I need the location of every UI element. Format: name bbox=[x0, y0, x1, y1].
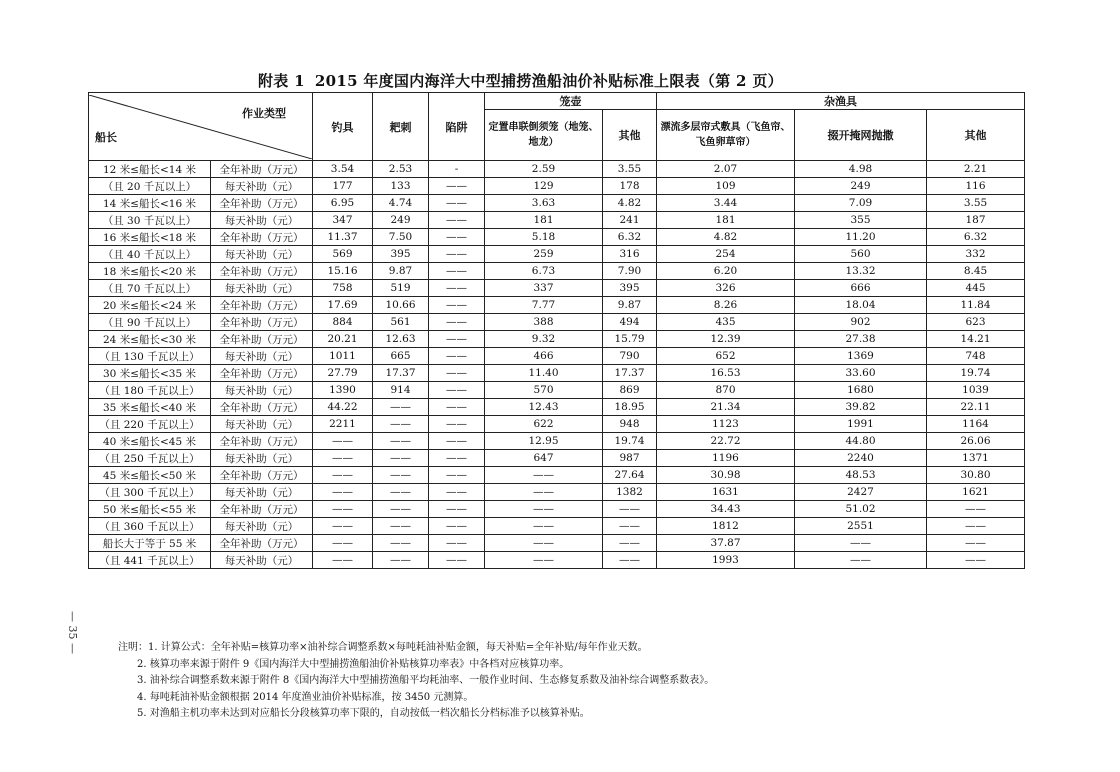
col-header-6: 掇开掩网抛撒 bbox=[795, 110, 927, 161]
value-cell: —— bbox=[429, 552, 485, 569]
value-cell: 4.82 bbox=[657, 229, 795, 246]
value-cell: 1993 bbox=[657, 552, 795, 569]
document-title bbox=[258, 70, 898, 91]
value-cell: —— bbox=[927, 501, 1025, 518]
value-cell: 6.73 bbox=[485, 263, 603, 280]
table-row bbox=[89, 552, 1025, 569]
value-cell: —— bbox=[429, 348, 485, 365]
col-header-4: 其他 bbox=[603, 110, 657, 161]
vessel-length-cell: （且 300 千瓦以上） bbox=[89, 484, 211, 501]
value-cell: —— bbox=[603, 552, 657, 569]
subsidy-item-cell: 全年补助（万元） bbox=[211, 467, 313, 484]
value-cell: —— bbox=[429, 501, 485, 518]
value-cell: 1164 bbox=[927, 416, 1025, 433]
value-cell: 1631 bbox=[657, 484, 795, 501]
value-cell: 6.95 bbox=[313, 195, 373, 212]
value-cell: 3.63 bbox=[485, 195, 603, 212]
subsidy-item-cell: 全年补助（万元） bbox=[211, 501, 313, 518]
value-cell: 1123 bbox=[657, 416, 795, 433]
value-cell: —— bbox=[429, 365, 485, 382]
value-cell: 187 bbox=[927, 212, 1025, 229]
value-cell: 560 bbox=[795, 246, 927, 263]
value-cell: 249 bbox=[373, 212, 429, 229]
value-cell: —— bbox=[603, 535, 657, 552]
value-cell: 181 bbox=[485, 212, 603, 229]
value-cell: 902 bbox=[795, 314, 927, 331]
value-cell: —— bbox=[429, 280, 485, 297]
value-cell: —— bbox=[373, 450, 429, 467]
value-cell: —— bbox=[429, 297, 485, 314]
value-cell: 758 bbox=[313, 280, 373, 297]
value-cell: 326 bbox=[657, 280, 795, 297]
value-cell: —— bbox=[429, 246, 485, 263]
value-cell: —— bbox=[485, 518, 603, 535]
value-cell: 355 bbox=[795, 212, 927, 229]
subsidy-item-cell: 全年补助（万元） bbox=[211, 535, 313, 552]
vessel-length-cell: 45 米≤船长<50 米 bbox=[89, 467, 211, 484]
value-cell: 494 bbox=[603, 314, 657, 331]
subsidy-item-cell: 每天补助（元） bbox=[211, 416, 313, 433]
value-cell: 48.53 bbox=[795, 467, 927, 484]
vessel-length-cell: （且 70 千瓦以上） bbox=[89, 280, 211, 297]
note-line: 2. 核算功率来源于附件 9《国内海洋大中型捕捞渔船油价补贴核算功率表》中各档对应核算功率。 bbox=[137, 658, 570, 670]
value-cell: 27.79 bbox=[313, 365, 373, 382]
subsidy-item-cell: 全年补助（万元） bbox=[211, 263, 313, 280]
value-cell: 1039 bbox=[927, 382, 1025, 399]
value-cell: —— bbox=[485, 535, 603, 552]
vessel-length-cell: 18 米≤船长<20 米 bbox=[89, 263, 211, 280]
value-cell: —— bbox=[373, 501, 429, 518]
table-row bbox=[89, 501, 1025, 518]
value-cell: 11.37 bbox=[313, 229, 373, 246]
value-cell: 570 bbox=[485, 382, 603, 399]
col-header-1: 耙刺 bbox=[373, 93, 429, 161]
table-row bbox=[89, 535, 1025, 552]
value-cell: 5.18 bbox=[485, 229, 603, 246]
value-cell: 254 bbox=[657, 246, 795, 263]
value-cell: 6.32 bbox=[603, 229, 657, 246]
value-cell: 181 bbox=[657, 212, 795, 229]
vessel-length-cell: 40 米≤船长<45 米 bbox=[89, 433, 211, 450]
value-cell: 1991 bbox=[795, 416, 927, 433]
note-line: 3. 油补综合调整系数来源于附件 8《国内海洋大中型捕捞渔船平均耗油率、一般作业时间、生态修复系数及油补综合调整系数表》。 bbox=[137, 675, 715, 686]
table-row bbox=[89, 212, 1025, 229]
value-cell: 12.63 bbox=[373, 331, 429, 348]
value-cell: 30.80 bbox=[927, 467, 1025, 484]
value-cell: 884 bbox=[313, 314, 373, 331]
subsidy-table bbox=[88, 92, 1025, 569]
vessel-length-cell: 14 米≤船长<16 米 bbox=[89, 195, 211, 212]
table-row bbox=[89, 399, 1025, 416]
table-row bbox=[89, 246, 1025, 263]
value-cell: —— bbox=[429, 535, 485, 552]
value-cell: 948 bbox=[603, 416, 657, 433]
value-cell: 18.04 bbox=[795, 297, 927, 314]
value-cell: 6.20 bbox=[657, 263, 795, 280]
group-header-cage: 笼壶 bbox=[485, 93, 657, 110]
value-cell: 19.74 bbox=[603, 433, 657, 450]
table-row bbox=[89, 467, 1025, 484]
value-cell: 22.11 bbox=[927, 399, 1025, 416]
subsidy-item-cell: 每天补助（元） bbox=[211, 484, 313, 501]
value-cell: —— bbox=[313, 552, 373, 569]
value-cell: 259 bbox=[485, 246, 603, 263]
value-cell: —— bbox=[373, 535, 429, 552]
value-cell: —— bbox=[429, 484, 485, 501]
vessel-length-cell: （且 360 千瓦以上） bbox=[89, 518, 211, 535]
value-cell: 9.32 bbox=[485, 331, 603, 348]
value-cell: 11.40 bbox=[485, 365, 603, 382]
subsidy-item-cell: 全年补助（万元） bbox=[211, 161, 313, 178]
value-cell: 666 bbox=[795, 280, 927, 297]
value-cell: —— bbox=[429, 416, 485, 433]
title-label: 附表 1 bbox=[258, 72, 305, 90]
value-cell: —— bbox=[313, 450, 373, 467]
vessel-length-cell: （且 30 千瓦以上） bbox=[89, 212, 211, 229]
value-cell: 316 bbox=[603, 246, 657, 263]
value-cell: 647 bbox=[485, 450, 603, 467]
value-cell: 27.64 bbox=[603, 467, 657, 484]
value-cell: 3.55 bbox=[603, 161, 657, 178]
value-cell: 2427 bbox=[795, 484, 927, 501]
subsidy-item-cell: 全年补助（万元） bbox=[211, 365, 313, 382]
value-cell: 15.79 bbox=[603, 331, 657, 348]
value-cell: 395 bbox=[603, 280, 657, 297]
table-body bbox=[89, 161, 1025, 569]
value-cell: 2211 bbox=[313, 416, 373, 433]
value-cell: 21.34 bbox=[657, 399, 795, 416]
value-cell: 435 bbox=[657, 314, 795, 331]
value-cell: 1382 bbox=[603, 484, 657, 501]
corner-bottom-label: 船长 bbox=[95, 130, 117, 144]
vessel-length-cell: 船长大于等于 55 米 bbox=[89, 535, 211, 552]
value-cell: —— bbox=[429, 518, 485, 535]
value-cell: —— bbox=[603, 518, 657, 535]
value-cell: —— bbox=[313, 484, 373, 501]
table-row bbox=[89, 416, 1025, 433]
value-cell: —— bbox=[429, 314, 485, 331]
value-cell: 2551 bbox=[795, 518, 927, 535]
value-cell: 388 bbox=[485, 314, 603, 331]
value-cell: 622 bbox=[485, 416, 603, 433]
value-cell: 652 bbox=[657, 348, 795, 365]
value-cell: 9.87 bbox=[603, 297, 657, 314]
vessel-length-cell: 12 米≤船长<14 米 bbox=[89, 161, 211, 178]
subsidy-item-cell: 每天补助（元） bbox=[211, 552, 313, 569]
value-cell: 1371 bbox=[927, 450, 1025, 467]
value-cell: 561 bbox=[373, 314, 429, 331]
value-cell: —— bbox=[795, 535, 927, 552]
subsidy-item-cell: 每天补助（元） bbox=[211, 518, 313, 535]
value-cell: 1196 bbox=[657, 450, 795, 467]
value-cell: 27.38 bbox=[795, 331, 927, 348]
value-cell: 7.90 bbox=[603, 263, 657, 280]
subsidy-item-cell: 全年补助（万元） bbox=[211, 297, 313, 314]
group-header-misc: 杂渔具 bbox=[657, 93, 1025, 110]
value-cell: 12.43 bbox=[485, 399, 603, 416]
table-row bbox=[89, 263, 1025, 280]
value-cell: —— bbox=[429, 263, 485, 280]
value-cell: 22.72 bbox=[657, 433, 795, 450]
corner-top-label: 作业类型 bbox=[242, 106, 286, 120]
value-cell: 17.37 bbox=[603, 365, 657, 382]
table-row bbox=[89, 195, 1025, 212]
vessel-length-cell: （且 40 千瓦以上） bbox=[89, 246, 211, 263]
value-cell: 51.02 bbox=[795, 501, 927, 518]
value-cell: 445 bbox=[927, 280, 1025, 297]
value-cell: 2.53 bbox=[373, 161, 429, 178]
value-cell: —— bbox=[429, 195, 485, 212]
value-cell: 13.32 bbox=[795, 263, 927, 280]
value-cell: —— bbox=[485, 501, 603, 518]
value-cell: —— bbox=[373, 399, 429, 416]
table-row bbox=[89, 280, 1025, 297]
vessel-length-cell: 30 米≤船长<35 米 bbox=[89, 365, 211, 382]
value-cell: 790 bbox=[603, 348, 657, 365]
value-cell: 337 bbox=[485, 280, 603, 297]
vessel-length-cell: 35 米≤船长<40 米 bbox=[89, 399, 211, 416]
value-cell: —— bbox=[429, 399, 485, 416]
value-cell: 6.32 bbox=[927, 229, 1025, 246]
value-cell: 1011 bbox=[313, 348, 373, 365]
value-cell: —— bbox=[373, 552, 429, 569]
value-cell: —— bbox=[373, 467, 429, 484]
table-row bbox=[89, 365, 1025, 382]
value-cell: —— bbox=[313, 518, 373, 535]
value-cell: 2240 bbox=[795, 450, 927, 467]
value-cell: 8.45 bbox=[927, 263, 1025, 280]
subsidy-item-cell: 每天补助（元） bbox=[211, 212, 313, 229]
value-cell: 8.26 bbox=[657, 297, 795, 314]
value-cell: 241 bbox=[603, 212, 657, 229]
value-cell: 519 bbox=[373, 280, 429, 297]
subsidy-item-cell: 全年补助（万元） bbox=[211, 314, 313, 331]
value-cell: 109 bbox=[657, 178, 795, 195]
value-cell: 1390 bbox=[313, 382, 373, 399]
value-cell: 7.09 bbox=[795, 195, 927, 212]
value-cell: 249 bbox=[795, 178, 927, 195]
value-cell: 395 bbox=[373, 246, 429, 263]
subsidy-item-cell: 全年补助（万元） bbox=[211, 331, 313, 348]
value-cell: —— bbox=[373, 416, 429, 433]
value-cell: 3.54 bbox=[313, 161, 373, 178]
value-cell: 9.87 bbox=[373, 263, 429, 280]
col-header-3: 定置串联倒须笼（地笼、地龙） bbox=[485, 110, 603, 161]
value-cell: 37.87 bbox=[657, 535, 795, 552]
table-row bbox=[89, 314, 1025, 331]
corner-header-cell bbox=[89, 93, 313, 161]
value-cell: —— bbox=[429, 382, 485, 399]
value-cell: —— bbox=[429, 450, 485, 467]
value-cell: 12.39 bbox=[657, 331, 795, 348]
subsidy-item-cell: 全年补助（万元） bbox=[211, 229, 313, 246]
note-line: 4. 每吨耗油补贴金额根据 2014 年度渔业油价补贴标准，按 3450 元测算。 bbox=[137, 691, 474, 703]
value-cell: 3.44 bbox=[657, 195, 795, 212]
value-cell: 870 bbox=[657, 382, 795, 399]
value-cell: 17.69 bbox=[313, 297, 373, 314]
value-cell: 17.37 bbox=[373, 365, 429, 382]
value-cell: —— bbox=[927, 535, 1025, 552]
value-cell: 1680 bbox=[795, 382, 927, 399]
value-cell: —— bbox=[603, 501, 657, 518]
table-row bbox=[89, 161, 1025, 178]
vessel-length-cell: （且 20 千瓦以上） bbox=[89, 178, 211, 195]
table-row bbox=[89, 382, 1025, 399]
value-cell: —— bbox=[429, 433, 485, 450]
note-line: 5. 对渔船主机功率未达到对应船长分段核算功率下限的，自动按低一档次船长分档标准予以核算补贴。 bbox=[137, 708, 590, 719]
value-cell: —— bbox=[373, 433, 429, 450]
value-cell: 2.21 bbox=[927, 161, 1025, 178]
table-row bbox=[89, 178, 1025, 195]
vessel-length-cell: （且 130 千瓦以上） bbox=[89, 348, 211, 365]
value-cell: —— bbox=[795, 552, 927, 569]
value-cell: —— bbox=[429, 178, 485, 195]
value-cell: —— bbox=[485, 467, 603, 484]
value-cell: 44.80 bbox=[795, 433, 927, 450]
vessel-length-cell: （且 90 千瓦以上） bbox=[89, 314, 211, 331]
value-cell: 11.84 bbox=[927, 297, 1025, 314]
table-row bbox=[89, 229, 1025, 246]
table-row bbox=[89, 297, 1025, 314]
value-cell: 15.16 bbox=[313, 263, 373, 280]
subsidy-item-cell: 全年补助（万元） bbox=[211, 195, 313, 212]
col-header-7: 其他 bbox=[927, 110, 1025, 161]
value-cell: 26.06 bbox=[927, 433, 1025, 450]
value-cell: —— bbox=[313, 535, 373, 552]
value-cell: 665 bbox=[373, 348, 429, 365]
value-cell: —— bbox=[429, 212, 485, 229]
value-cell: —— bbox=[373, 484, 429, 501]
subsidy-item-cell: 全年补助（万元） bbox=[211, 433, 313, 450]
subsidy-item-cell: 每天补助（元） bbox=[211, 178, 313, 195]
value-cell: 16.53 bbox=[657, 365, 795, 382]
value-cell: 19.74 bbox=[927, 365, 1025, 382]
value-cell: 569 bbox=[313, 246, 373, 263]
table-row bbox=[89, 433, 1025, 450]
value-cell: 332 bbox=[927, 246, 1025, 263]
value-cell: —— bbox=[485, 552, 603, 569]
value-cell: —— bbox=[429, 467, 485, 484]
subsidy-item-cell: 全年补助（万元） bbox=[211, 399, 313, 416]
vessel-length-cell: 50 米≤船长<55 米 bbox=[89, 501, 211, 518]
value-cell: 4.74 bbox=[373, 195, 429, 212]
value-cell: 1812 bbox=[657, 518, 795, 535]
value-cell: 2.07 bbox=[657, 161, 795, 178]
value-cell: 987 bbox=[603, 450, 657, 467]
notes-block bbox=[118, 640, 714, 723]
value-cell: 1369 bbox=[795, 348, 927, 365]
value-cell: —— bbox=[313, 501, 373, 518]
value-cell: 44.22 bbox=[313, 399, 373, 416]
vessel-length-cell: （且 220 千瓦以上） bbox=[89, 416, 211, 433]
value-cell: —— bbox=[373, 518, 429, 535]
value-cell: 10.66 bbox=[373, 297, 429, 314]
value-cell: 133 bbox=[373, 178, 429, 195]
value-cell: —— bbox=[927, 552, 1025, 569]
value-cell: 12.95 bbox=[485, 433, 603, 450]
vessel-length-cell: （且 441 千瓦以上） bbox=[89, 552, 211, 569]
value-cell: —— bbox=[313, 467, 373, 484]
value-cell: 39.82 bbox=[795, 399, 927, 416]
value-cell: 18.95 bbox=[603, 399, 657, 416]
vessel-length-cell: 16 米≤船长<18 米 bbox=[89, 229, 211, 246]
value-cell: 177 bbox=[313, 178, 373, 195]
value-cell: 1621 bbox=[927, 484, 1025, 501]
value-cell: - bbox=[429, 161, 485, 178]
subsidy-item-cell: 每天补助（元） bbox=[211, 382, 313, 399]
value-cell: —— bbox=[313, 433, 373, 450]
col-header-5: 漂流多层帘式敷具（飞鱼帘、飞鱼卵草帘） bbox=[657, 110, 795, 161]
table-row bbox=[89, 348, 1025, 365]
value-cell: 178 bbox=[603, 178, 657, 195]
value-cell: 869 bbox=[603, 382, 657, 399]
value-cell: 466 bbox=[485, 348, 603, 365]
value-cell: 914 bbox=[373, 382, 429, 399]
vessel-length-cell: （且 250 千瓦以上） bbox=[89, 450, 211, 467]
value-cell: 20.21 bbox=[313, 331, 373, 348]
value-cell: —— bbox=[429, 229, 485, 246]
table-row bbox=[89, 450, 1025, 467]
value-cell: 14.21 bbox=[927, 331, 1025, 348]
note-line: 注明：1. 计算公式：全年补贴=核算功率×油补综合调整系数×每吨耗油补贴金额，每天补贴=全年补贴/每年作业天数。 bbox=[118, 642, 648, 653]
value-cell: 116 bbox=[927, 178, 1025, 195]
col-header-2: 陷阱 bbox=[429, 93, 485, 161]
value-cell: 2.59 bbox=[485, 161, 603, 178]
value-cell: 7.77 bbox=[485, 297, 603, 314]
vessel-length-cell: 20 米≤船长<24 米 bbox=[89, 297, 211, 314]
page-number: — 35 — bbox=[66, 611, 79, 654]
table-row bbox=[89, 518, 1025, 535]
value-cell: 4.82 bbox=[603, 195, 657, 212]
table-row bbox=[89, 331, 1025, 348]
value-cell: —— bbox=[485, 484, 603, 501]
vessel-length-cell: 24 米≤船长<30 米 bbox=[89, 331, 211, 348]
value-cell: 3.55 bbox=[927, 195, 1025, 212]
title-text: 2015 年度国内海洋大中型捕捞渔船油价补贴标准上限表（第 2 页） bbox=[314, 72, 783, 90]
subsidy-item-cell: 每天补助（元） bbox=[211, 348, 313, 365]
subsidy-item-cell: 每天补助（元） bbox=[211, 450, 313, 467]
value-cell: 4.98 bbox=[795, 161, 927, 178]
col-header-0: 钓具 bbox=[313, 93, 373, 161]
value-cell: 30.98 bbox=[657, 467, 795, 484]
value-cell: 623 bbox=[927, 314, 1025, 331]
value-cell: 33.60 bbox=[795, 365, 927, 382]
value-cell: 11.20 bbox=[795, 229, 927, 246]
vessel-length-cell: （且 180 千瓦以上） bbox=[89, 382, 211, 399]
value-cell: 347 bbox=[313, 212, 373, 229]
subsidy-item-cell: 每天补助（元） bbox=[211, 246, 313, 263]
value-cell: —— bbox=[429, 331, 485, 348]
value-cell: 7.50 bbox=[373, 229, 429, 246]
value-cell: 129 bbox=[485, 178, 603, 195]
value-cell: 748 bbox=[927, 348, 1025, 365]
value-cell: 34.43 bbox=[657, 501, 795, 518]
value-cell: —— bbox=[927, 518, 1025, 535]
table-row bbox=[89, 484, 1025, 501]
subsidy-item-cell: 每天补助（元） bbox=[211, 280, 313, 297]
